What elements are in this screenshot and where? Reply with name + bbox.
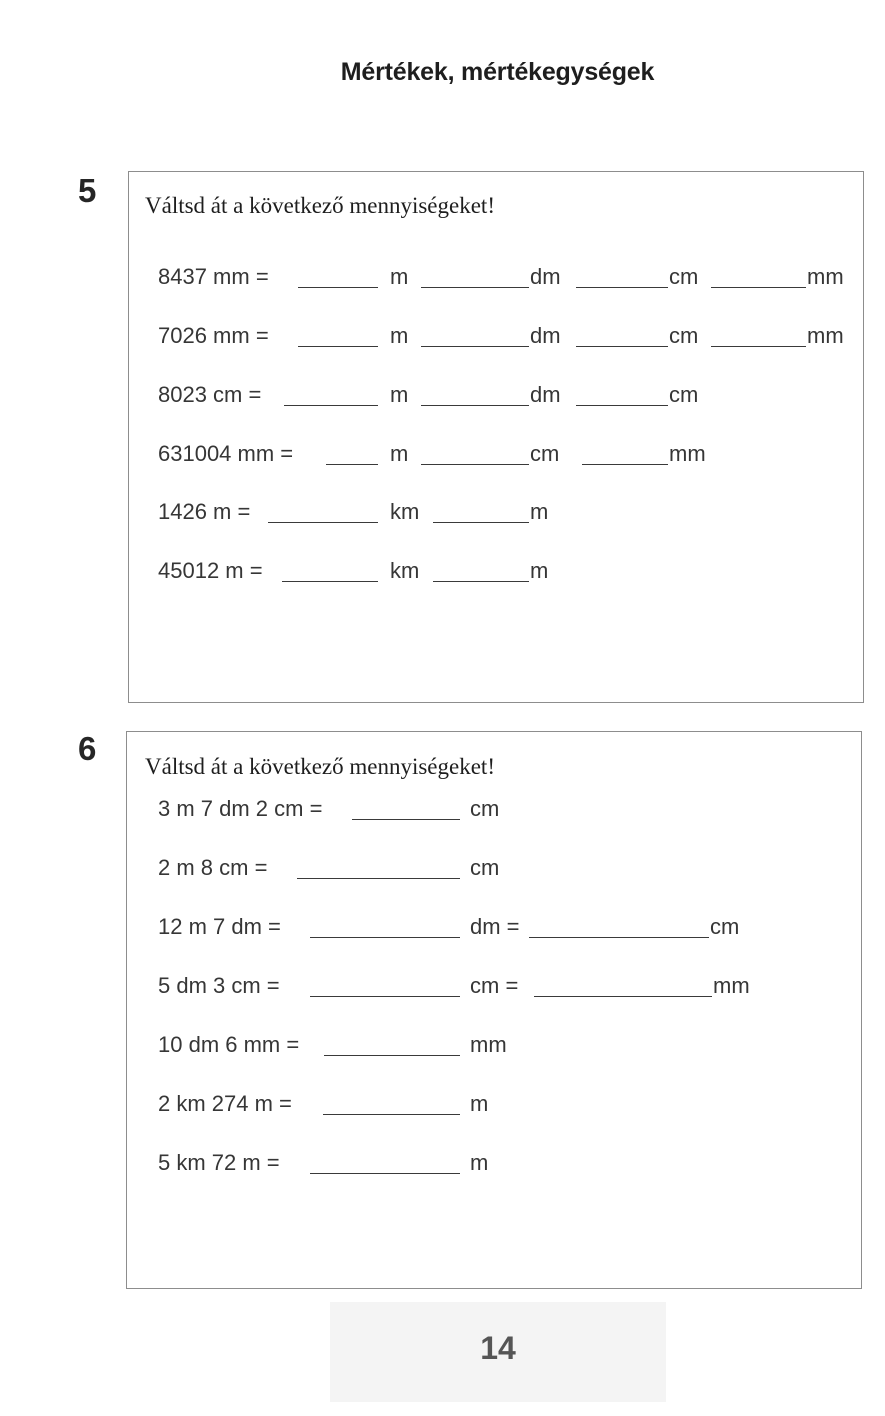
page-number: 14 [480, 1330, 516, 1366]
answer-blank[interactable] [529, 937, 709, 938]
row-expression: 3 m 7 dm 2 cm = [158, 796, 323, 821]
answer-blank[interactable] [282, 581, 378, 582]
unit-label: cm [470, 855, 500, 880]
unit-label: km [390, 499, 420, 524]
unit-label: cm [470, 796, 500, 821]
unit-label: m [530, 558, 549, 583]
row-expression: 2 km 274 m = [158, 1091, 292, 1116]
answer-blank[interactable] [576, 405, 668, 406]
answer-blank[interactable] [326, 464, 378, 465]
row-expression: 8023 cm = [158, 382, 262, 407]
unit-label: m [530, 499, 549, 524]
answer-blank[interactable] [421, 464, 529, 465]
answer-blank[interactable] [310, 996, 460, 997]
unit-label: m [390, 264, 409, 289]
row-expression: 1426 m = [158, 499, 251, 524]
unit-label: cm [669, 323, 699, 348]
unit-label: mm [470, 1032, 507, 1057]
unit-label: m [470, 1150, 489, 1175]
row-expression: 12 m 7 dm = [158, 914, 281, 939]
unit-label: cm [669, 264, 699, 289]
row-expression: 5 km 72 m = [158, 1150, 280, 1175]
answer-blank[interactable] [534, 996, 712, 997]
unit-label: cm [530, 441, 560, 466]
unit-label: mm [807, 264, 844, 289]
page-title: Mértékek, mértékegységek [340, 58, 655, 86]
unit-label: cm = [470, 973, 519, 998]
row-expression: 10 dm 6 mm = [158, 1032, 300, 1057]
answer-blank[interactable] [284, 405, 378, 406]
unit-label: mm [713, 973, 750, 998]
answer-blank[interactable] [324, 1055, 460, 1056]
answer-blank[interactable] [711, 287, 806, 288]
answer-blank[interactable] [298, 346, 378, 347]
answer-blank[interactable] [298, 287, 378, 288]
unit-label: dm [530, 264, 561, 289]
unit-label: km [390, 558, 420, 583]
answer-blank[interactable] [352, 819, 460, 820]
answer-blank[interactable] [421, 346, 529, 347]
exercise-6-number: 6 [78, 730, 97, 767]
row-expression: 45012 m = [158, 558, 263, 583]
exercise-5-number: 5 [78, 172, 97, 209]
unit-label: m [470, 1091, 489, 1116]
unit-label: dm [530, 382, 561, 407]
row-expression: 5 dm 3 cm = [158, 973, 280, 998]
answer-blank[interactable] [421, 287, 529, 288]
unit-label: cm [710, 914, 740, 939]
unit-label: mm [807, 323, 844, 348]
row-expression: 8437 mm = [158, 264, 269, 289]
unit-label: m [390, 441, 409, 466]
answer-blank[interactable] [323, 1114, 460, 1115]
row-expression: 7026 mm = [158, 323, 269, 348]
unit-label: dm = [470, 914, 520, 939]
exercise-6-instruction: Váltsd át a következő mennyiségeket! [145, 754, 495, 779]
unit-label: mm [669, 441, 706, 466]
answer-blank[interactable] [582, 464, 668, 465]
unit-label: dm [530, 323, 561, 348]
answer-blank[interactable] [576, 346, 668, 347]
answer-blank[interactable] [310, 937, 460, 938]
answer-blank[interactable] [433, 522, 529, 523]
unit-label: m [390, 323, 409, 348]
answer-blank[interactable] [433, 581, 529, 582]
exercise-5-box [128, 171, 864, 703]
answer-blank[interactable] [711, 346, 806, 347]
row-expression: 2 m 8 cm = [158, 855, 268, 880]
answer-blank[interactable] [297, 878, 460, 879]
answer-blank[interactable] [421, 405, 529, 406]
exercise-5-instruction: Váltsd át a következő mennyiségeket! [145, 193, 495, 218]
unit-label: m [390, 382, 409, 407]
answer-blank[interactable] [310, 1173, 460, 1174]
unit-label: cm [669, 382, 699, 407]
answer-blank[interactable] [268, 522, 378, 523]
answer-blank[interactable] [576, 287, 668, 288]
row-expression: 631004 mm = [158, 441, 294, 466]
